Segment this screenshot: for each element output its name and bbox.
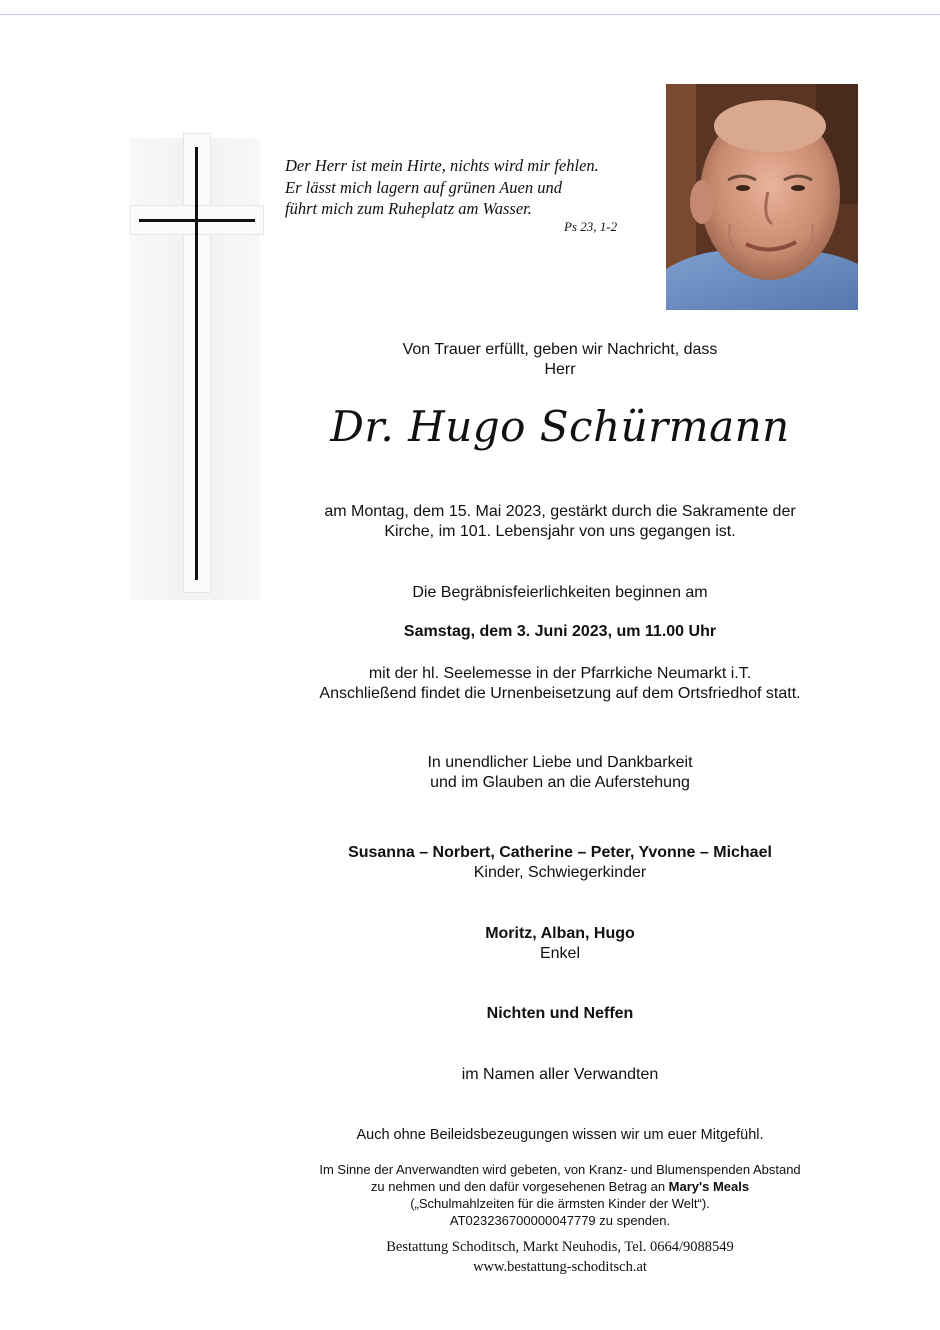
- donation-line-prefix: zu nehmen und den dafür vorgesehenen Betrag an: [370, 1179, 669, 1194]
- closing-line: und im Glauben an die Auferstehung: [430, 774, 690, 791]
- psalm-quote: [285, 155, 665, 220]
- nieces-nephews: Nichten und Neffen: [486, 1005, 634, 1022]
- grandchildren-role: Enkel: [539, 945, 581, 962]
- undertaker-website[interactable]: www.bestattung-schoditsch.at: [473, 1259, 647, 1275]
- funeral-details: [290, 664, 830, 704]
- top-rule: [0, 14, 940, 15]
- grandchildren-block: [290, 924, 830, 964]
- undertaker-info: [290, 1237, 830, 1277]
- donation-iban: AT023236700000047779 zu spenden.: [449, 1213, 671, 1228]
- psalm-line: führt mich zum Ruheplatz am Wasser.: [285, 199, 532, 218]
- donation-line: [290, 1178, 830, 1195]
- donation-note: [290, 1161, 830, 1229]
- portrait-image: [666, 84, 858, 310]
- funeral-line: mit der hl. Seelemesse in der Pfarrkiche Neumarkt i.T.: [368, 665, 752, 682]
- funeral-line: Anschließend findet die Urnenbeisetzung auf dem Ortsfriedhof statt.: [319, 685, 801, 702]
- portrait-photo: [666, 84, 858, 310]
- death-notice-line: Kirche, im 101. Lebensjahr von uns gegangen ist.: [384, 523, 736, 540]
- funeral-date: Samstag, dem 3. Juni 2023, um 11.00 Uhr: [403, 623, 717, 640]
- cross-bar-vertical: [195, 147, 198, 580]
- children-block: [290, 843, 830, 883]
- intro-text: [290, 340, 830, 380]
- all-relatives: im Namen aller Verwandten: [461, 1066, 659, 1083]
- donation-line: („Schulmahlzeiten für die ärmsten Kinder der Welt“).: [410, 1196, 710, 1211]
- grandchildren-names: Moritz, Alban, Hugo: [485, 925, 635, 942]
- intro-line: Herr: [544, 361, 576, 378]
- psalm-reference: Ps 23, 1-2: [564, 219, 618, 234]
- cross-bar-horizontal: [139, 219, 255, 222]
- death-notice: [290, 502, 830, 542]
- condolence-note: Auch ohne Beileidsbezeugungen wissen wir um euer Mitgefühl.: [356, 1127, 764, 1143]
- psalm-line: Er lässt mich lagern auf grünen Auen und: [285, 177, 562, 197]
- charity-name: Mary's Meals: [668, 1179, 750, 1194]
- closing-line: In unendlicher Liebe und Dankbarkeit: [427, 754, 693, 771]
- psalm-line: Der Herr ist mein Hirte, nichts wird mir fehlen.: [285, 156, 599, 175]
- deceased-name: Dr. Hugo Schürmann: [330, 402, 790, 451]
- death-notice-line: am Montag, dem 15. Mai 2023, gestärkt durch die Sakramente der: [324, 503, 796, 520]
- undertaker-line: Bestattung Schoditsch, Markt Neuhodis, Tel. 0664/9088549: [386, 1239, 734, 1255]
- donation-line: Im Sinne der Anverwandten wird gebeten, von Kranz- und Blumenspenden Abstand: [319, 1162, 801, 1177]
- intro-line: Von Trauer erfüllt, geben wir Nachricht, dass: [402, 341, 718, 358]
- children-role: Kinder, Schwiegerkinder: [473, 864, 647, 881]
- funeral-intro: Die Begräbnisfeierlichkeiten beginnen am: [412, 584, 708, 601]
- closing-text: [290, 753, 830, 793]
- children-names: Susanna – Norbert, Catherine – Peter, Yvonne – Michael: [348, 844, 772, 861]
